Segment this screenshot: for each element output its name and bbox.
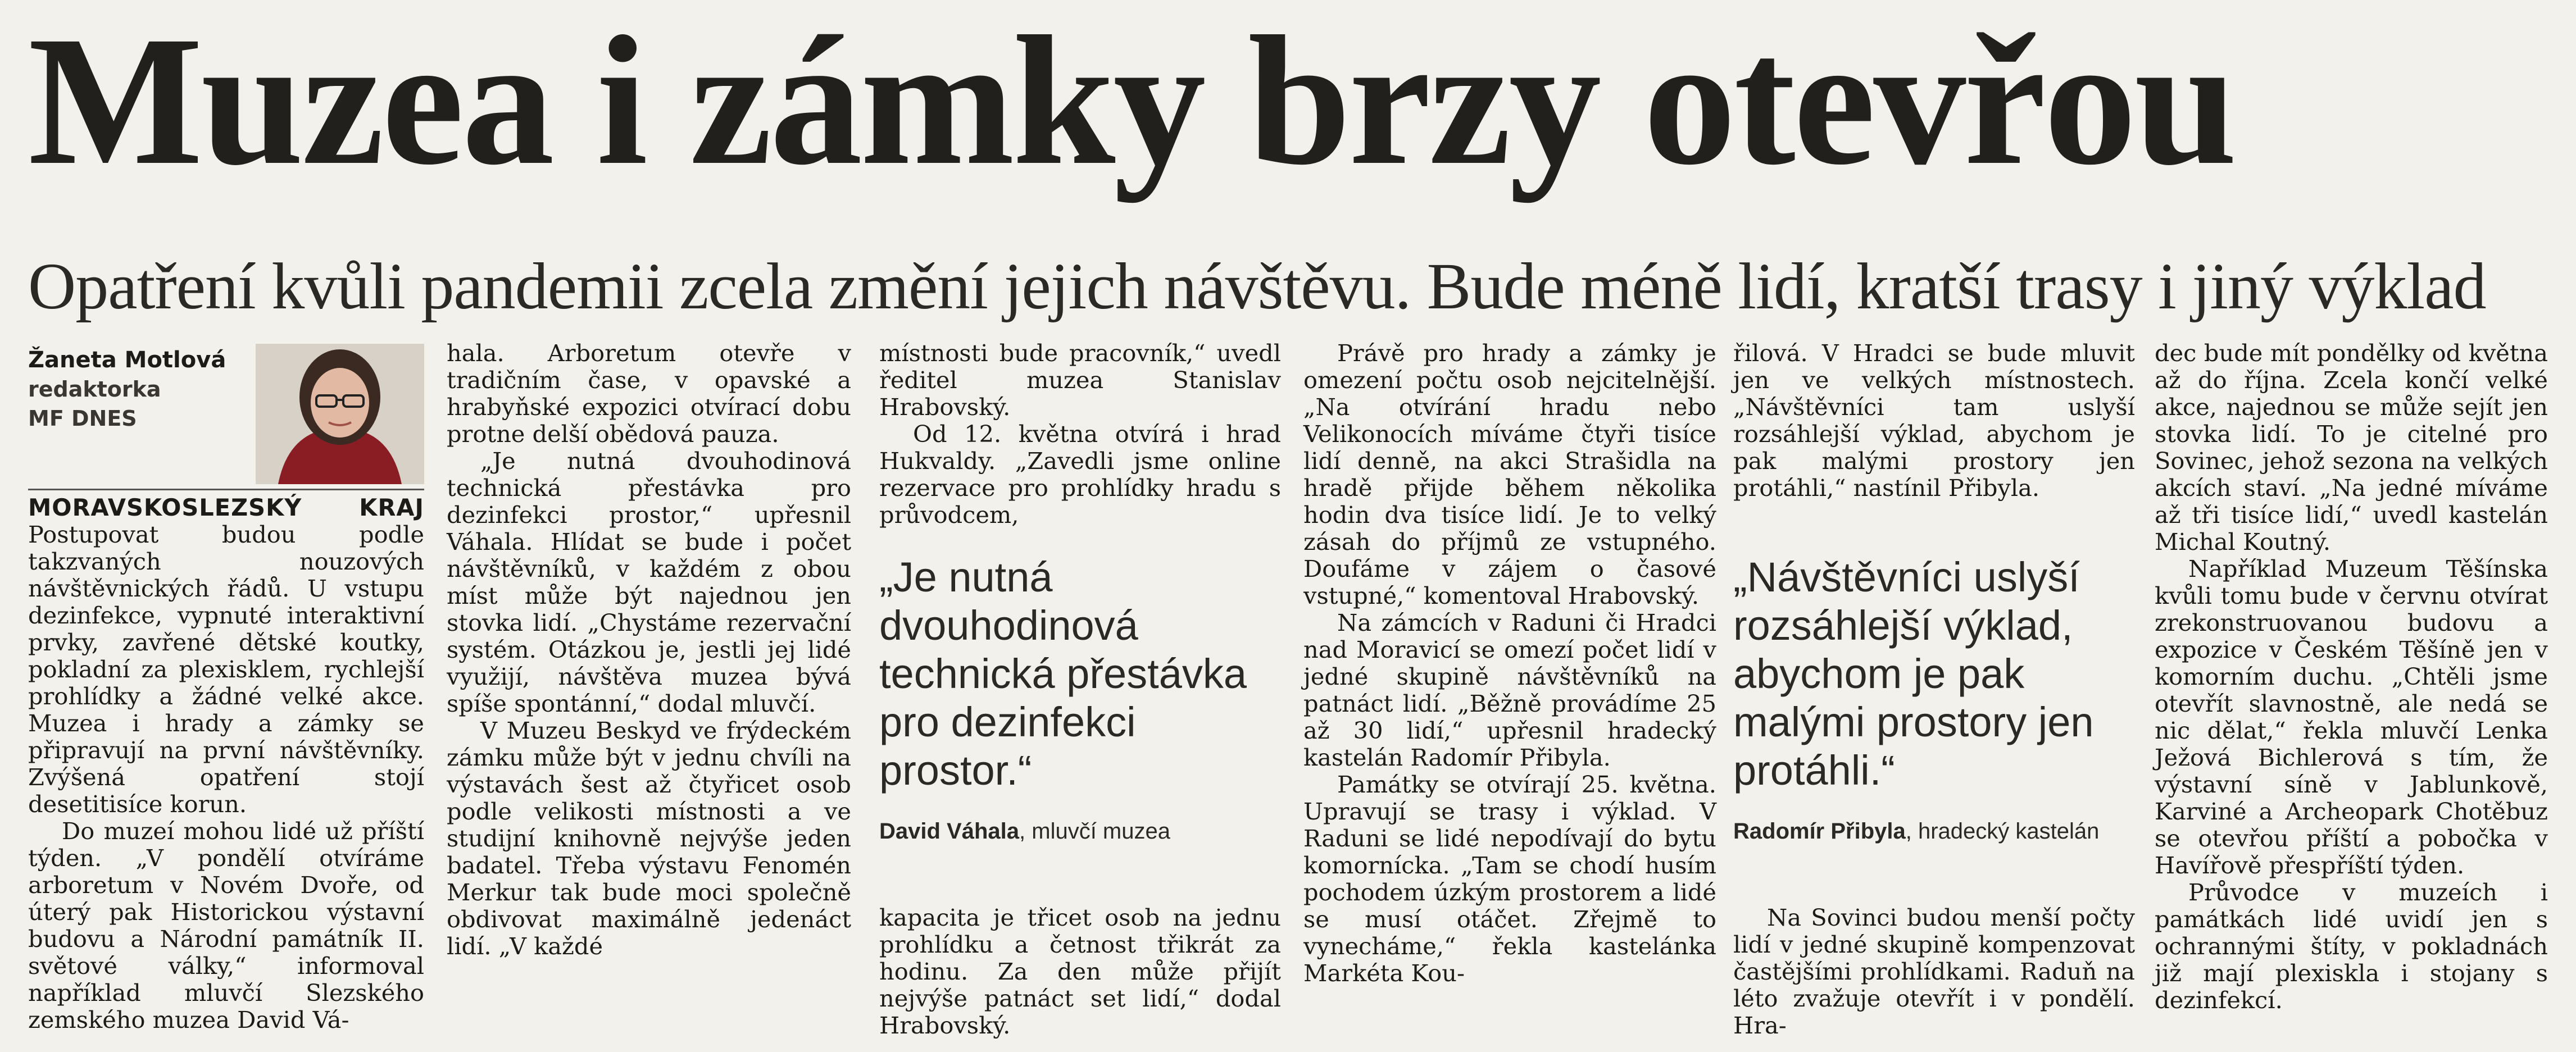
paragraph: „Je nutná dvouhodinová technická přestávka pro dezinfekci prostor,“ upřesnil Váhala. Hlídat se bude i počet návštěvníků, v každém z obou míst může být najednou jen stovka lidí. „Chystáme rezervační systém. Otázkou je, jestli jej lidé využijí, návštěva muzea bývá spíše spontánní,“ dodal mluvčí. bbox=[447, 447, 851, 717]
paragraph: řilová. V Hradci se bude mluvit jen ve velkých místnostech. „Návštěvníci tam uslyší rozsáhlejší výklad, abychom je pak malými prostory jen protáhli,“ nastínil Přibyla. bbox=[1733, 339, 2135, 502]
article-column-6 bbox=[2155, 340, 2548, 1048]
quote-speaker-role: , hradecký kastelán bbox=[1905, 819, 2100, 844]
paragraph: kapacita je třicet osob na jednu prohlídku a četnost třikrát za hodinu. Za den může přijít nejvýše patnáct set lidí,“ dodal Hrabovský. bbox=[879, 904, 1281, 1039]
paragraph: Památky se otvírají 25. května. Upravují se trasy i výklad. V Raduni se lidé nepodívají do bytu komornícka. „Tam se chodí husím pochodem úzkým prostorem a lidé se musí otáčet. Zřejmě to vynecháme,“ řekla kastelánka Markéta Kou- bbox=[1303, 771, 1716, 987]
article-column-5-top bbox=[1733, 340, 2135, 508]
pull-quote bbox=[879, 553, 1273, 845]
paragraph: Do muzeí mohou lidé už příští týden. „V pondělí otvíráme arboretum v Novém Dvoře, od úterý pak Historickou výstavní budovu a Národní památník II. světové války,“ informoval například mluvčí Slezského zemského muzea David Vá- bbox=[28, 817, 424, 1033]
article-column-3-top bbox=[879, 339, 1281, 529]
headline: Muzea i zámky brzy otevřou bbox=[28, 0, 2236, 203]
quote-speaker-role: , mluvčí muzea bbox=[1019, 819, 1170, 844]
pull-quote-attribution bbox=[879, 817, 1273, 845]
paragraph: V Muzeu Beskyd ve frýdeckém zámku může být v jednu chvíli na výstavách šest až čtyřicet osob podle velikosti místnosti a ve studijní knihovně nejvýše jeden badatel. Třeba výstavu Fenomén Merkur tak bude moci společně obdivovat maximálně jedenáct lidí. „V každé bbox=[447, 717, 851, 960]
article-column-1 bbox=[28, 494, 424, 1048]
article-column-3-bottom bbox=[879, 904, 1281, 1048]
author-divider bbox=[28, 489, 424, 490]
paragraph: Od 12. května otvírá i hrad Hukvaldy. „Zavedli jsme online rezervace pro prohlídky hradu s průvodcem, bbox=[879, 420, 1281, 529]
paragraph: Na zámcích v Raduni či Hradci nad Moravicí se omezí počet lidí v jedné skupině návštěvníků na patnáct lidí. „Běžně provádíme 25 až 30 lidí,“ upřesnil hradecký kastelán Radomír Přibyla. bbox=[1303, 609, 1716, 771]
paragraph: Například Muzeum Těšínska kvůli tomu bude v červnu otvírat zrekonstruovanou budovu a expozice v Českém Těšíně jen v komorním duchu. „Chtěli jsme otevřít slavnostně, ale nedá se nic dělat,“ řekla mluvčí Lenka Ježová Bichlerová s tím, že výstavní síně v Jablunkově, Karviné a Archeopark Chotěbuz se otevřou příští a pobočka v Havířově přespříští týden. bbox=[2155, 555, 2548, 879]
pull-quote-text: „Návštěvníci uslyší rozsáhlejší výklad, abychom je pak malými prostory jen protáhli.“ bbox=[1733, 554, 2094, 794]
paragraph: hala. Arboretum otevře v tradičním čase, v opavské a hrabyňské expozici otvírací dobu protne delší obědová pauza. bbox=[447, 339, 851, 448]
author-role: redaktorka bbox=[28, 377, 161, 402]
quote-speaker-name: David Váhala bbox=[879, 819, 1020, 844]
article-column-2 bbox=[447, 340, 851, 1048]
article-column-4 bbox=[1303, 340, 1716, 1048]
author-outlet: MF DNES bbox=[28, 406, 137, 431]
article-column-5-bottom bbox=[1733, 904, 2135, 1048]
author-name: Žaneta Motlová bbox=[28, 347, 226, 373]
paragraph: Právě pro hrady a zámky je omezení počtu osob nejcitelnější. „Na otvírání hradu nebo Velikonocích míváme čtyři tisíce lidí denně, na akci Strašidla na hradě přijde během několika hodin dva tisíce lidí. Je to velký zásah do příjmů ze vstupného. Doufáme v zájem o časové vstupné,“ komentoval Hrabovský. bbox=[1303, 339, 1716, 609]
author-photo bbox=[256, 344, 424, 484]
dateline: MORAVSKOSLEZSKÝ KRAJ bbox=[28, 494, 424, 521]
paragraph: Průvodce v muzeích i památkách lidé uvidí jen s ochrannými štíty, v pokladnách již mají plexiskla i stojany s dezinfekcí. bbox=[2155, 878, 2548, 1014]
paragraph: Na Sovinci budou menší počty lidí v jedné skupině kompenzovat častějšími prohlídkami. Raduň na léto zvažuje otevřít i v pondělí. Hra- bbox=[1733, 904, 2135, 1039]
quote-speaker-name: Radomír Přibyla bbox=[1733, 819, 1906, 844]
paragraph-text: Postupovat budou podle takzvaných nouzových návštěvnických řádů. U vstupu dezinfekce, vypnuté interaktivní prvky, zavřené dětské koutky, pokladní za plexisklem, rychlejší prohlídky a žádné velké akce. Muzea i hrady a zámky se připravují na první návštěvníky. Zvýšená opatření stojí desetitisíce korun. bbox=[28, 521, 424, 818]
paragraph bbox=[28, 494, 424, 818]
pull-quote bbox=[1733, 553, 2138, 845]
paragraph: dec bude mít pondělky od května až do října. Zcela končí velké akce, najednou se může sejít jen stovka lidí. To je citelné pro Sovinec, jehož sezona na velkých akcích staví. „Na jedné míváme až tři tisíce lidí,“ uvedl kastelán Michal Koutný. bbox=[2155, 339, 2548, 555]
pull-quote-text: „Je nutná dvouhodinová technická přestávka pro dezinfekci prostor.“ bbox=[879, 554, 1247, 794]
subheadline: Opatření kvůli pandemii zcela změní jejich návštěvu. Bude méně lidí, kratší trasy i jiný výklad bbox=[28, 249, 2486, 323]
pull-quote-attribution bbox=[1733, 817, 2138, 845]
paragraph: místnosti bude pracovník,“ uvedl ředitel muzea Stanislav Hrabovský. bbox=[879, 339, 1281, 421]
